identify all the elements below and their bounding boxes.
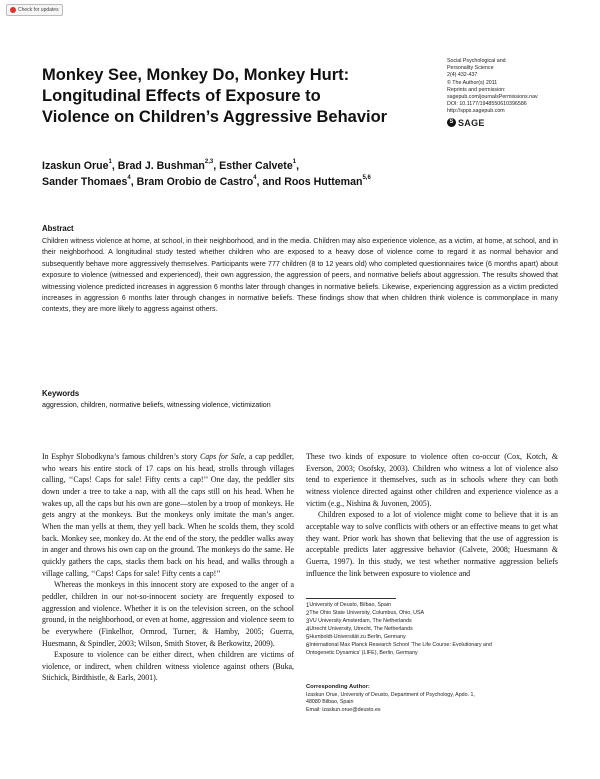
article-title xyxy=(42,65,422,128)
author-name: Brad J. Bushman xyxy=(117,160,205,172)
title-line-3: Violence on Children’s Aggressive Behavior xyxy=(42,108,388,126)
footnote: $^3$VU University Amsterdam, The Netherlands xyxy=(306,618,412,625)
journal-name-1: Social Psychological and xyxy=(447,58,506,64)
journal-site-link[interactable]: http://spps.sagepub.com xyxy=(447,108,505,115)
body-column-left xyxy=(42,451,294,684)
affiliation-sup: 4 xyxy=(127,175,131,181)
footnote: $^1$University of Deusto, Bilbao, Spain xyxy=(306,602,391,609)
author-name: Esther Calvete xyxy=(219,160,293,172)
author-name: Bram Orobio de Castro xyxy=(136,176,254,188)
author-name: Roos Hutteman xyxy=(284,176,363,188)
journal-meta xyxy=(447,58,597,128)
corresponding-author-line: 48080 Bilbao, Spain xyxy=(306,699,354,706)
footnote: $^4$Utrecht University, Utrecht, The Netherlands xyxy=(306,626,413,633)
affiliation-sup: 5,6 xyxy=(362,175,371,181)
keywords-heading: Keywords xyxy=(42,389,80,398)
author-list xyxy=(42,158,462,190)
footnote: $^5$Humboldt-Universität zu Berlin, Germany xyxy=(306,634,406,641)
author-line-2: Sander Thomaes$^4$, Bram Orobio de Castro$^4$, and Roos Hutteman$^{5,6}$ xyxy=(42,175,371,188)
footnote: $^2$The Ohio State University, Columbus, Ohio, USA xyxy=(306,610,425,617)
author-name: Sander Thomaes xyxy=(42,176,128,188)
update-icon xyxy=(10,7,16,13)
body-paragraph: Children exposed to a lot of violence might come to believe that it is an acceptable way to solve conflicts with others or an effective means to get what they want. Prior work has shown that believing that the use of aggression is acceptable predicts later aggressive behavior (Calvete, 2008; Huesmann & Guerra, 1997). In this study, we test whether normative aggression beliefs influence the link between exposure to violence and xyxy=(306,510,558,578)
abstract-heading: Abstract xyxy=(42,224,74,233)
journal-volume: 2(4) 432-437 xyxy=(447,72,478,79)
abstract-text: Children witness violence at home, at school, in their neighborhood, and in the media. Children may also experience violence, as a victim, at home, at school, and in their neighborhood. A longitudinal study tested whether children who are exposed to a heavy dose of violence come to regard it as normal behavior and subsequently behave more aggressively themselves. Participants were 777 children (8 to 12 years old) who completed questionnaires twice (6 months apart) about exposure to violence (witnessed and experienced), their own aggression, the aggression of peers, and normative beliefs about aggression. The results showed that witnessing violence predicted increases in aggression 6 months later through changes in normative beliefs. Likewise, experiencing aggression as a victim predicted increases in aggression 6 months later through changes in normative beliefs. These findings show that when children think violence is commonplace in many contexts, they are more likely to aggress against others. xyxy=(42,237,558,314)
corresponding-author xyxy=(306,684,558,715)
affiliation-sup: 2,3 xyxy=(204,159,214,165)
body-paragraph: These two kinds of exposure to violence often co-occur (Cox, Kotch, & Everson, 2003; Osofsky, 2003). Children who witness a lot of violence also tend to experience it themselves, such as in schools where they can both witness violence directed against other children and experience violence as a victim (e.g., Nishina & Juvonen, 2005). xyxy=(306,452,558,508)
body-paragraph: Exposure to violence can be either direct, when children are victims of violence, or indirect, when children witness violence against others (Buka, Stichick, Birdthistle, & Earls, 2001). xyxy=(42,650,294,683)
keywords-text: aggression, children, normative beliefs, witnessing violence, victimization xyxy=(42,401,271,409)
check-for-updates-label: Check for updates xyxy=(18,7,59,13)
title-line-1: Monkey See, Monkey Do, Monkey Hurt: xyxy=(42,66,350,84)
footnote: $^6$International Max Planck Research School ‘The Life Course: Evolutionary and xyxy=(306,642,492,649)
affiliation-sup: 1 xyxy=(108,159,112,165)
affiliation-sup: 1 xyxy=(292,159,297,165)
journal-copyright: © The Author(s) 2011 xyxy=(447,79,498,86)
body-column-right xyxy=(306,451,558,579)
corresponding-author-heading: Corresponding Author: xyxy=(306,684,370,690)
author-line-1: Izaskun Orue$^1$, Brad J. Bushman$^{2,3}$, Esther Calvete$^1$, xyxy=(42,159,300,172)
book-title: Caps for Sale xyxy=(199,452,245,461)
doi[interactable]: DOI: 10.1177/1948550610396586 xyxy=(447,101,527,108)
reprints-label: Reprints and permission: xyxy=(447,86,506,93)
corresponding-author-line: Izaskun Orue, University of Deusto, Department of Psychology, Apdo. 1, xyxy=(306,691,475,698)
title-line-2: Longitudinal Effects of Exposure to xyxy=(42,87,321,105)
affiliation-sup: 4 xyxy=(253,175,257,181)
footnote-divider xyxy=(306,598,396,599)
reprints-link[interactable]: sagepub.com/journalsPermissions.nav xyxy=(447,94,538,101)
affiliation-footnotes xyxy=(306,602,558,658)
footnote: Ontogenetic Dynamics’ (LIFE), Berlin, Germany xyxy=(306,650,418,656)
publisher-logo xyxy=(447,118,597,128)
body-paragraph: In Esphyr Slobodkyna’s famous children’s story Caps for Sale, a cap peddler, who wears his entire stock of 17 caps on his head, strolls through villages calling, ‘‘Caps! Caps for sale! Fifty cents a cap!’’ One day, the peddler sits down under a tree to take a nap, with all the caps still on his head. When he wakes up, all the caps but his own are gone—stolen by a troop of monkeys. He gets angry at the monkeys. But the monkeys only imitate the man’s anger. When the man yells at them, they yell back. When he scolds them, they scold back. Monkey see, monkey do. At the end of the story, the peddler walks away in anger and throws his own cap on the ground. The monkeys do the same. He quickly gathers the caps, stacks them back on his head, and walks through a village calling, ‘‘Caps! Caps for sale! Fifty cents a cap!’’ xyxy=(42,452,294,578)
publisher-name: SAGE xyxy=(458,117,485,128)
author-name: Izaskun Orue xyxy=(42,160,109,172)
corresponding-author-email[interactable]: Email: izaskun.orue@deusto.es xyxy=(306,707,381,714)
check-for-updates-badge[interactable] xyxy=(6,4,63,16)
sage-logo-icon: S xyxy=(447,118,456,127)
body-paragraph: Whereas the monkeys in this innocent story are exposed to the anger of a peddler, children in our not-so-innocent society are frequently exposed to aggression and violence. Whether it is on the television screen, on the school ground, in the neighborhood, or even at home, aggression and violence seem to be everywhere (Finkelhor, Ormrod, Turner, & Hamby, 2005; Guerra, Huesmann, & Spindler, 2003; Wilson, Smith Stover, & Berkowitz, 2009). xyxy=(42,580,294,648)
journal-name-2: Personality Science xyxy=(447,65,494,72)
